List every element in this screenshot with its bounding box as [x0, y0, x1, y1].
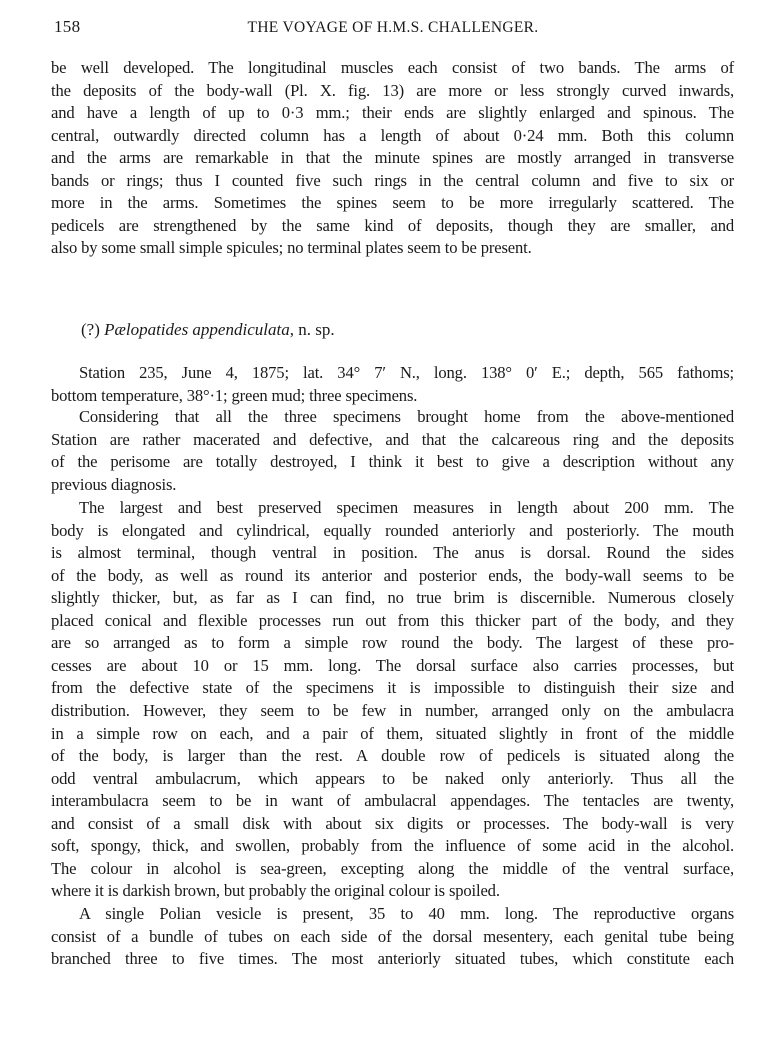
- text-line: Station 235, June 4, 1875; lat. 34° 7′ N., long. 138° 0′ E.; depth, 565 fathoms;: [79, 363, 734, 382]
- text-line: where it is darkish brown, but probably the original colour is spoiled.: [51, 881, 500, 901]
- text-line: in a simple row on each, and a pair of them, situated slightly in front of the middle: [51, 723, 734, 743]
- text-line: slightly thicker, but, as far as I can find, no true brim is discernible. Numerous closely: [51, 588, 734, 608]
- text-line: The colour in alcohol is sea-green, excepting along the middle of the ventral surface,: [51, 858, 734, 878]
- text-line: previous diagnosis.: [51, 474, 177, 494]
- text-line: from the defective state of the specimens it is impossible to distinguish their size and: [51, 678, 734, 698]
- text-line: placed conical and flexible processes run out from this thicker part of the body, and they: [51, 610, 734, 630]
- text-line: interambulacra seem to be in want of ambulacral appendages. The tentacles are twenty,: [51, 791, 734, 811]
- text-line: A single Polian vesicle is present, 35 to 40 mm. long. The reproductive organs: [79, 904, 734, 923]
- text-line: The largest and best preserved specimen measures in length about 200 mm. The: [79, 498, 734, 517]
- text-line: odd ventral ambulacrum, which appears to be naked only anteriorly. Thus all the: [51, 768, 734, 788]
- text-line: bands or rings; thus I counted five such rings in the central column and five to six or: [51, 170, 734, 190]
- text-line: branched three to five times. The most anteriorly situated tubes, which constitute each: [51, 949, 734, 969]
- species-name: Pælopatides appendiculata: [104, 320, 290, 339]
- text-line: be well developed. The longitudinal muscles each consist of two bands. The arms of: [51, 58, 734, 77]
- text-line: pedicels are strengthened by the same kind of deposits, though they are smaller, and: [51, 215, 734, 235]
- running-title: THE VOYAGE OF H.M.S. CHALLENGER.: [247, 19, 539, 36]
- species-heading: [81, 320, 335, 340]
- text-line: soft, spongy, thick, and swollen, probably from the influence of some acid in the alcohol.: [51, 836, 734, 856]
- text-line: bottom temperature, 38°·1; green mud; three specimens.: [51, 385, 418, 405]
- text-line: Station are rather macerated and defective, and that the calcareous ring and the deposits: [51, 429, 734, 449]
- text-line: also by some small simple spicules; no terminal plates seem to be present.: [51, 238, 532, 258]
- text-line: of the perisome are totally destroyed, I think it best to give a description without any: [51, 452, 734, 472]
- text-line: distribution. However, they seem to be few in number, arranged only on the ambulacra: [51, 700, 734, 720]
- text-line: of the body, as well as round its anterior and posterior ends, the body-wall seems to be: [51, 565, 734, 585]
- text-line: and consist of a small disk with about six digits or processes. The body-wall is very: [51, 813, 734, 833]
- page-number: 158: [54, 17, 81, 36]
- text-line: and have a length of up to 0·3 mm.; their ends are slightly enlarged and spinous. The: [51, 103, 734, 123]
- text-line: more in the arms. Sometimes the spines seem to be more irregularly scattered. The: [51, 193, 734, 213]
- text-line: consist of a bundle of tubes on each side of the dorsal mesentery, each genital tube being: [51, 926, 734, 946]
- text-line: cesses are about 10 or 15 mm. long. The dorsal surface also carries processes, but: [51, 655, 734, 675]
- text-line: of the body, is larger than the rest. A double row of pedicels is situated along the: [51, 746, 734, 766]
- text-line: and the arms are remarkable in that the minute spines are mostly arranged in transverse: [51, 148, 734, 168]
- text-line: are so arranged as to form a simple row round the body. The largest of these pro-: [51, 633, 734, 653]
- text-line: the deposits of the body-wall (Pl. X. fig. 13) are more or less strongly curved inwards,: [51, 80, 734, 100]
- text-line: is almost terminal, though ventral in position. The anus is dorsal. Round the sides: [51, 543, 734, 563]
- text-line: body is elongated and cylindrical, equally rounded anteriorly and posteriorly. The mouth: [51, 520, 734, 540]
- heading-suffix: , n. sp.: [289, 320, 335, 339]
- heading-prefix: (?): [81, 320, 105, 339]
- text-line: Considering that all the three specimens brought home from the above-mentioned: [79, 407, 734, 426]
- text-line: central, outwardly directed column has a length of about 0·24 mm. Both this column: [51, 125, 734, 145]
